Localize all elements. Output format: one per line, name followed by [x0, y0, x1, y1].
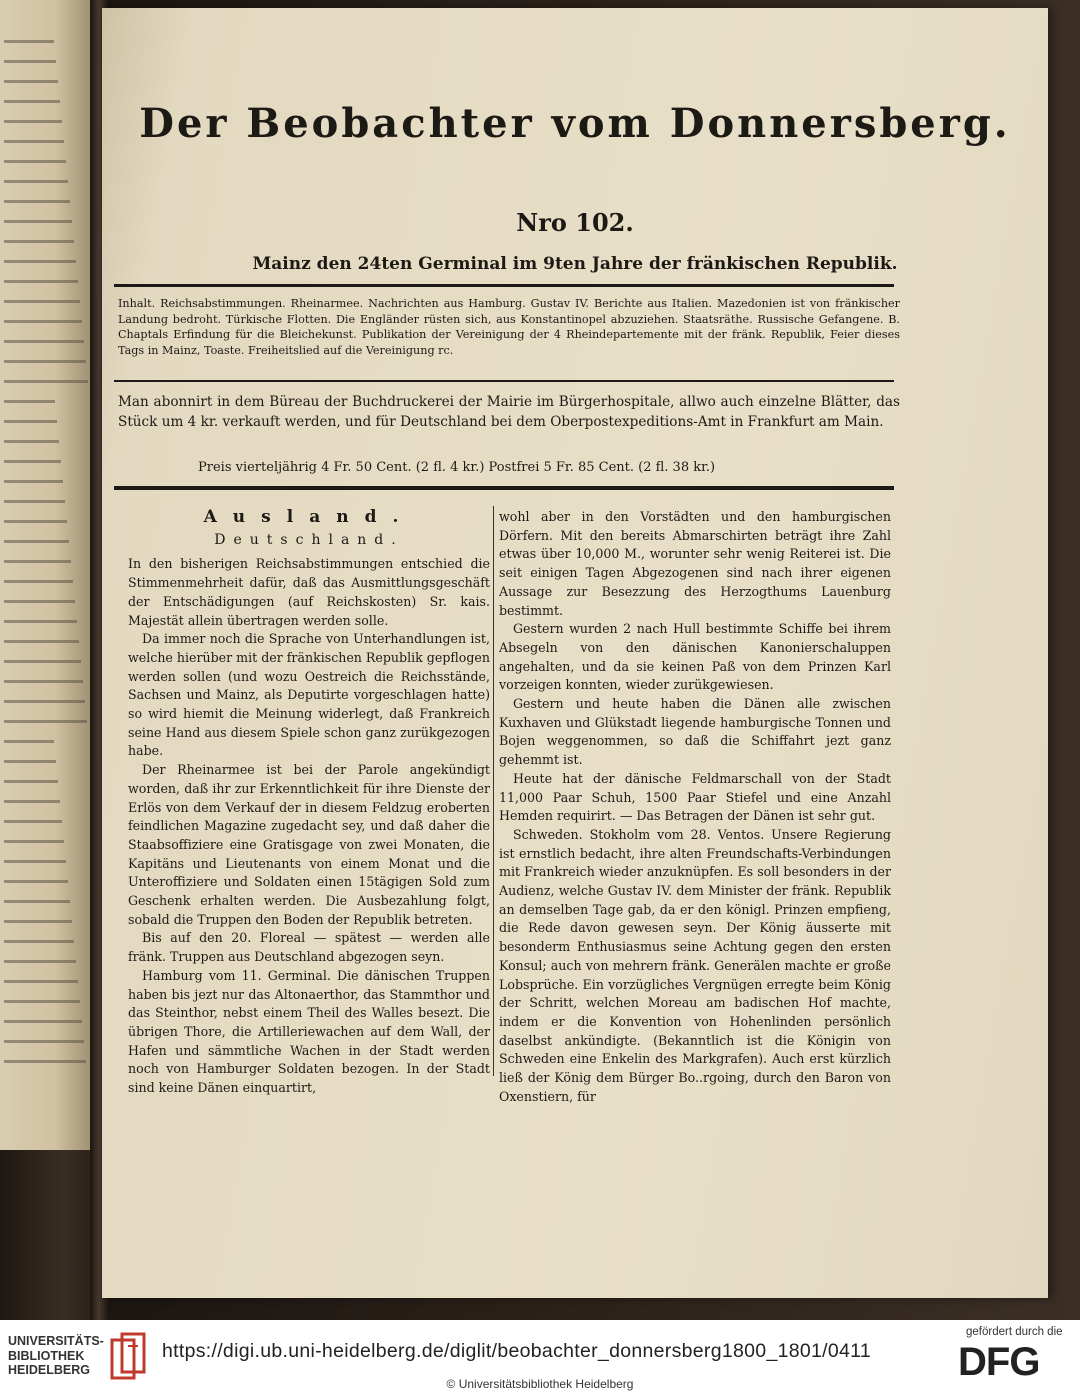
library-logo-icon — [108, 1332, 152, 1382]
adjacent-page-text-line — [4, 100, 60, 103]
adjacent-page-text-line — [4, 160, 66, 163]
adjacent-page-text-line — [4, 700, 85, 703]
paragraph: Gestern wurden 2 nach Hull bestimmte Schiffe bei ihrem Absegeln von den dänischen Kanonierschaluppen angehalten, und da sie keinen Paß von dem Prinzen Karl vorzeigen konnten, wieder zurükgewiesen. — [499, 621, 891, 693]
adjacent-page-text-line — [4, 820, 62, 823]
section-heading: Ausland. — [203, 507, 415, 527]
adjacent-page-text-line — [4, 660, 81, 663]
adjacent-page-text-line — [4, 480, 63, 483]
newspaper-page — [102, 8, 1048, 1298]
library-name-line: HEIDELBERG — [8, 1363, 90, 1377]
adjacent-page-text-line — [4, 580, 73, 583]
adjacent-page-text-line — [4, 120, 62, 123]
adjacent-page-text-line — [4, 40, 54, 43]
adjacent-page-text-line — [4, 540, 69, 543]
dateline: Mainz den 24ten Germinal im 9ten Jahre der fränkischen Republik. — [252, 254, 898, 274]
adjacent-page-text-line — [4, 520, 67, 523]
adjacent-page-text-line — [4, 560, 71, 563]
library-name-line: UNIVERSITÄTS- — [8, 1334, 104, 1348]
adjacent-page-text-line — [4, 1060, 86, 1063]
adjacent-page-text-line — [4, 740, 54, 743]
adjacent-page-text-line — [4, 620, 77, 623]
paragraph: wohl aber in den Vorstädten und den hamburgischen Dörfern. Mit den bereits Abmarschirten beträgt ihre Zahl etwas über 10,000 M., worunter sehr wenig Reiterei ist. Die seit einigen Tagen Abgezogenen sind nach ihrer eigenen Aussage zur Besezzung des Herzogthums Lauenburg bestimmt. — [499, 509, 891, 618]
library-name — [8, 1334, 104, 1378]
paragraph: Hamburg vom 11. Germinal. Die dänischen Truppen haben bis jezt nur das Altonaerthor, das Stammthor und das Steinthor, nebst einem Theil des Walles besezt. Die übrigen Thore, die Artilleriewachen auf dem Wall, der Hafen und sämmtliche Wachen in der Stadt werden noch von Hamburger Soldaten bezogen. In der Stadt sind keine Dänen einquartirt, — [128, 967, 490, 1096]
column-right — [499, 508, 891, 1107]
adjacent-page-text-line — [4, 880, 68, 883]
adjacent-page-text-line — [4, 860, 66, 863]
rule-contents — [114, 380, 894, 382]
adjacent-page-text-line — [4, 220, 72, 223]
funding-caption: gefördert durch die — [966, 1326, 1063, 1338]
masthead-title: Der Beobachter vom Donnersberg. — [139, 100, 1011, 147]
adjacent-page-text-line — [4, 940, 74, 943]
dfg-logo[interactable]: DFG — [958, 1340, 1040, 1384]
table-of-contents: Inhalt. Reichsabstimmungen. Rheinarmee. Nachrichten aus Hamburg. Gustav IV. Berichte aus Italien. Mazedonien ist von fränkischer Landung bedroht. Türkische Flotten. Die Engländer rüsten sich, aus Konstantinopel abzuziehen. Staatsräthe. Russische Gefangene. B. Chaptals Erfindung für die Bleichekunst. Publikation der Vereinigung der 4 Rheindepartemente mit der fränk. Republik, Feier dieses Tags in Mainz, Toaste. Freiheitslied auf die Vereinigung rc. — [118, 297, 900, 357]
adjacent-page-text-line — [4, 280, 78, 283]
adjacent-page-text-line — [4, 1020, 82, 1023]
adjacent-page-text-line — [4, 800, 60, 803]
paragraph: Da immer noch die Sprache von Unterhandlungen ist, welche hierüber mit der fränkischen Republik gepflogen werden sollen (und wozu Oestreich die Reichsstände, Sachsen und Mainz, als Deputirte vorgeschlagen hatte) so wird hiemit die Meinung widerlegt, daß Frankreich seine Hand aus diesem Spiele schon ganz zurükgezogen habe. — [128, 631, 490, 759]
adjacent-page-text-line — [4, 760, 56, 763]
paragraph: Heute hat der dänische Feldmarschall von der Stadt 11,000 Paar Schuh, 1500 Paar Stiefel und eine Anzahl Hemden requirirt. — Das Betragen der Dänen ist sehr gut. — [499, 770, 891, 824]
column-left — [128, 508, 490, 1098]
adjacent-page-text-line — [4, 200, 70, 203]
adjacent-page-text-line — [4, 920, 72, 923]
adjacent-page-text-line — [4, 780, 58, 783]
adjacent-page-text-line — [4, 460, 61, 463]
viewer-footer — [0, 1320, 1080, 1400]
adjacent-page-text-line — [4, 1000, 80, 1003]
subscription-notice: Man abonnirt in dem Büreau der Buchdruckerei der Mairie im Bürgerhospitale, allwo auch einzelne Blätter, das Stück um 4 kr. verkauft werden, und für Deutschland bei dem Oberpostexpeditions-Amt in Frankfurt am Main. — [118, 394, 900, 430]
adjacent-page-text-line — [4, 980, 78, 983]
paragraph: Schweden. Stokholm vom 28. Ventos. Unsere Regierung ist ernstlich bedacht, ihre alten Freundschafts-Verbindungen mit Frankreich wieder anzuknüpfen. Es soll besonders in der Audienz, welche Gustav IV. dem Minister der fränk. Republik an demselben Tage gab, da er den königl. Prinzen empfieng, die Rede davon gewesen seyn. Der König äusserte mit besonderm Enthusiasmus seine Achtung gegen den ersten Konsul; auch von mehrern fränk. Generälen machte er große Lobsprüche. Ein vorzügliches Vergnügen erregte beim König der Schritt, welchen Moreau am badischen Hof machte, indem er die Konvention von Hohenlinden persönlich daselbst ankündigte. (Bekanntlich ist die Königin von Schweden eine Enkelin des Markgrafen). Auch erst kürzlich ließ der König dem Bürger Bo..rgoing, durch den Baron von Oxenstiern, für — [499, 826, 891, 1104]
adjacent-page-text-line — [4, 680, 83, 683]
adjacent-page-text-line — [4, 180, 68, 183]
issue-number: Nro 102. — [516, 208, 634, 237]
adjacent-page-text-line — [4, 420, 57, 423]
adjacent-page-text-line — [4, 360, 86, 363]
adjacent-page-text-line — [4, 60, 56, 63]
paragraph: In den bisherigen Reichsabstimmungen entschied die Stimmenmehrheit dafür, daß das Ausmittlungsgeschäft der Entschädigungen (auf Reichskosten) Sr. kais. Majestät allein übertragen werden solle. — [128, 556, 490, 628]
country-heading: Deutschland. — [214, 531, 404, 548]
adjacent-page-text-line — [4, 960, 76, 963]
rule-top — [114, 284, 894, 287]
adjacent-page-text-line — [4, 720, 87, 723]
adjacent-page-text-line — [4, 240, 74, 243]
price-line: Preis vierteljährig 4 Fr. 50 Cent. (2 fl. 4 kr.) Postfrei 5 Fr. 85 Cent. (2 fl. 38 kr.) — [198, 460, 716, 475]
adjacent-page-text-line — [4, 260, 76, 263]
paragraph: Der Rheinarmee ist bei der Parole angekündigt worden, daß ihr zur Erkenntlichkeit für ihre Dienste der Erlös von dem Verkauf der in diesem Feldzug eroberten feindlichen Magazine zugedacht sey, und daß daher die Staabsoffiziere eine Gratisgage von zwei Monaten, die Kapitäns und Lieutenants von einem Monat und die Unteroffiziere und Soldaten einen 15tägigen Sold zum Geschenk erhalten werden. Die Ausbezahlung folgt, sobald die Truppen den Boden der Republik betreten. — [128, 762, 490, 927]
copyright-notice: © Universitätsbibliothek Heidelberg — [446, 1377, 634, 1391]
adjacent-page-text-line — [4, 140, 64, 143]
paragraph: Gestern und heute haben die Dänen alle zwischen Kuxhaven und Glükstadt liegende hamburgische Tonnen und Bojen weggenommen, so daß die Schiffahrt jezt ganz gehemmt ist. — [499, 696, 891, 768]
adjacent-page-text-line — [4, 400, 55, 403]
adjacent-page-text-line — [4, 500, 65, 503]
adjacent-page-text-line — [4, 440, 59, 443]
adjacent-page-text-line — [4, 600, 75, 603]
adjacent-page-edge — [0, 0, 92, 1150]
adjacent-page-text-line — [4, 80, 58, 83]
adjacent-page-text-line — [4, 340, 84, 343]
paragraph: Bis auf den 20. Floreal — spätest — werden alle fränk. Truppen aus Deutschland abgezogen seyn. — [128, 930, 490, 965]
adjacent-page-text-line — [4, 380, 88, 383]
adjacent-page-text-line — [4, 300, 80, 303]
column-divider — [493, 506, 494, 1076]
permalink[interactable]: https://digi.ub.uni-heidelberg.de/diglit/beobachter_donnersberg1800_1801/0411 — [162, 1340, 872, 1362]
rule-before-articles — [114, 486, 894, 490]
adjacent-page-text-line — [4, 320, 82, 323]
adjacent-page-text-line — [4, 1040, 84, 1043]
adjacent-page-text-line — [4, 900, 70, 903]
adjacent-page-text-line — [4, 640, 79, 643]
adjacent-page-text-line — [4, 840, 64, 843]
library-name-line: BIBLIOTHEK — [8, 1348, 85, 1363]
